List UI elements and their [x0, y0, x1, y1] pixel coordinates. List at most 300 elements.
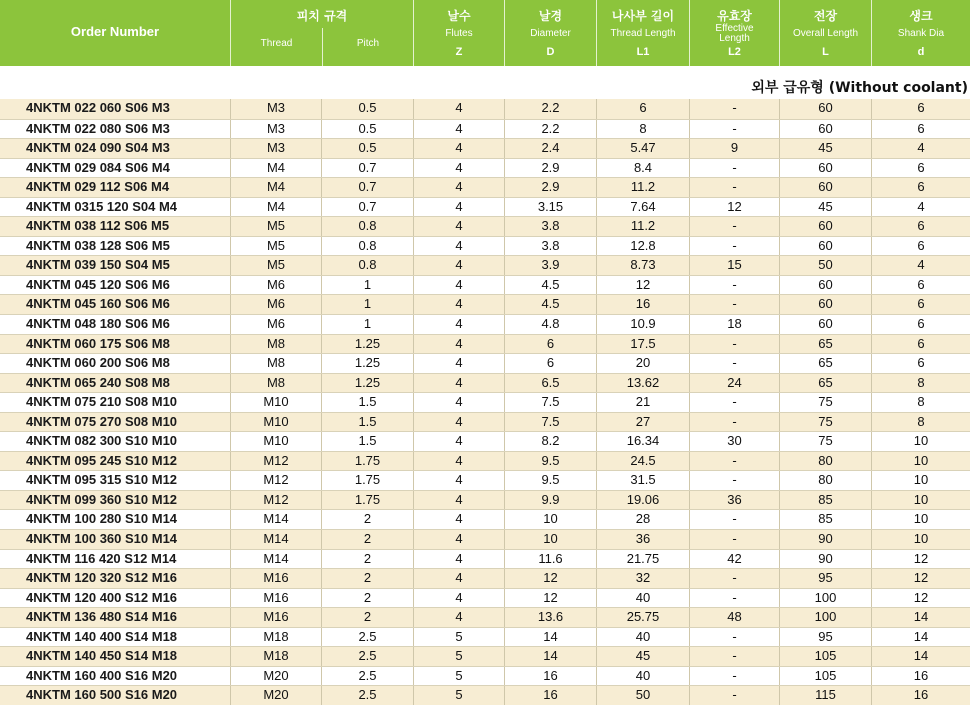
cell-overall-length: 80 — [779, 452, 871, 471]
header-overall-length — [779, 0, 871, 66]
cell-overall-length: 60 — [779, 295, 871, 314]
cell-thread-length: 7.64 — [596, 198, 689, 217]
cell-shank-dia: 10 — [871, 491, 970, 510]
cell-flutes: 4 — [413, 471, 504, 490]
cell-flutes: 4 — [413, 198, 504, 217]
cell-overall-length: 75 — [779, 413, 871, 432]
cell-flutes: 4 — [413, 295, 504, 314]
cell-thread: M5 — [230, 217, 321, 236]
cell-order-number: 4NKTM 075 270 S08 M10 — [26, 413, 178, 429]
cell-diameter: 12 — [504, 569, 596, 588]
cell-thread: M3 — [230, 120, 321, 139]
cell-shank-dia: 10 — [871, 432, 970, 451]
cell-effective-length: - — [689, 510, 779, 529]
cell-effective-length: 24 — [689, 374, 779, 393]
cell-shank-dia: 6 — [871, 120, 970, 139]
header-order-number — [0, 0, 230, 66]
cell-overall-length: 75 — [779, 432, 871, 451]
cell-thread: M4 — [230, 159, 321, 178]
cell-overall-length: 80 — [779, 471, 871, 490]
cell-diameter: 2.2 — [504, 99, 596, 119]
cell-effective-length: 42 — [689, 550, 779, 569]
cell-thread-length: 8.73 — [596, 256, 689, 275]
cell-pitch: 0.8 — [321, 256, 413, 275]
table-row — [0, 451, 970, 471]
cell-overall-length: 45 — [779, 139, 871, 158]
header-effective-length-ko: 유효장 — [717, 9, 752, 23]
cell-effective-length: - — [689, 667, 779, 686]
table-row — [0, 138, 970, 158]
cell-thread-length: 17.5 — [596, 335, 689, 354]
cell-thread: M10 — [230, 393, 321, 412]
cell-overall-length: 105 — [779, 647, 871, 666]
cell-order-number: 4NKTM 160 500 S16 M20 — [26, 687, 178, 703]
cell-thread-length: 40 — [596, 667, 689, 686]
cell-flutes: 5 — [413, 667, 504, 686]
cell-shank-dia: 6 — [871, 315, 970, 334]
cell-effective-length: - — [689, 393, 779, 412]
cell-thread-length: 19.06 — [596, 491, 689, 510]
cell-shank-dia: 12 — [871, 569, 970, 588]
cell-pitch: 0.7 — [321, 159, 413, 178]
cell-pitch: 0.5 — [321, 99, 413, 119]
cell-pitch: 0.8 — [321, 217, 413, 236]
cell-diameter: 9.9 — [504, 491, 596, 510]
cell-thread-length: 6 — [596, 99, 689, 119]
header-overall-length-ko: 전장 — [813, 9, 838, 23]
cell-thread-length: 21 — [596, 393, 689, 412]
cell-order-number: 4NKTM 100 360 S10 M14 — [26, 531, 178, 547]
header-thread-length-en: Thread Length — [610, 28, 676, 39]
cell-order-number: 4NKTM 038 128 S06 M5 — [26, 237, 170, 253]
header-thread: Thread — [260, 38, 293, 49]
cell-diameter: 4.5 — [504, 295, 596, 314]
cell-pitch: 1 — [321, 276, 413, 295]
cell-effective-length: 48 — [689, 608, 779, 627]
cell-diameter: 2.9 — [504, 178, 596, 197]
cell-diameter: 4.8 — [504, 315, 596, 334]
cell-thread: M4 — [230, 198, 321, 217]
cell-pitch: 2.5 — [321, 647, 413, 666]
cell-thread-length: 32 — [596, 569, 689, 588]
header-order-label: Order Number — [70, 24, 160, 39]
header-pitch: Pitch — [356, 38, 380, 49]
cell-thread: M12 — [230, 471, 321, 490]
cell-shank-dia: 6 — [871, 178, 970, 197]
cell-flutes: 4 — [413, 530, 504, 549]
cell-order-number: 4NKTM 120 320 S12 M16 — [26, 570, 178, 586]
cell-flutes: 4 — [413, 569, 504, 588]
cell-order-number: 4NKTM 065 240 S08 M8 — [26, 374, 170, 390]
cell-flutes: 4 — [413, 315, 504, 334]
cell-diameter: 12 — [504, 589, 596, 608]
cell-thread-length: 27 — [596, 413, 689, 432]
header-flutes-symbol: Z — [455, 46, 463, 58]
header-thread-length-ko: 나사부 길이 — [611, 9, 675, 23]
header-diameter-ko: 날경 — [538, 9, 563, 23]
cell-effective-length: - — [689, 276, 779, 295]
header-shank-dia — [871, 0, 970, 66]
cell-order-number: 4NKTM 022 060 S06 M3 — [26, 100, 170, 115]
cell-effective-length: - — [689, 569, 779, 588]
table-row — [0, 588, 970, 608]
cell-flutes: 4 — [413, 99, 504, 119]
table-row — [0, 255, 970, 275]
cell-flutes: 4 — [413, 354, 504, 373]
cell-overall-length: 60 — [779, 178, 871, 197]
cell-shank-dia: 12 — [871, 550, 970, 569]
cell-overall-length: 95 — [779, 569, 871, 588]
cell-thread: M12 — [230, 491, 321, 510]
cell-flutes: 4 — [413, 276, 504, 295]
cell-thread: M8 — [230, 335, 321, 354]
header-pitch-group-label: 피치 규격 — [296, 9, 348, 23]
cell-effective-length: - — [689, 237, 779, 256]
cell-thread: M4 — [230, 178, 321, 197]
cell-diameter: 3.8 — [504, 217, 596, 236]
cell-order-number: 4NKTM 095 315 S10 M12 — [26, 472, 178, 488]
cell-shank-dia: 8 — [871, 413, 970, 432]
table-row — [0, 197, 970, 217]
header-diameter-en: Diameter — [530, 28, 571, 39]
cell-flutes: 4 — [413, 510, 504, 529]
cell-thread: M8 — [230, 374, 321, 393]
product-table — [0, 99, 970, 705]
cell-flutes: 4 — [413, 217, 504, 236]
cell-overall-length: 60 — [779, 120, 871, 139]
cell-thread: M16 — [230, 608, 321, 627]
cell-shank-dia: 6 — [871, 159, 970, 178]
cell-effective-length: - — [689, 589, 779, 608]
cell-thread: M3 — [230, 139, 321, 158]
cell-flutes: 4 — [413, 608, 504, 627]
cell-flutes: 5 — [413, 628, 504, 647]
cell-diameter: 6.5 — [504, 374, 596, 393]
table-row — [0, 529, 970, 549]
cell-diameter: 11.6 — [504, 550, 596, 569]
cell-shank-dia: 6 — [871, 354, 970, 373]
cell-flutes: 4 — [413, 550, 504, 569]
cell-thread: M3 — [230, 99, 321, 119]
cell-overall-length: 60 — [779, 99, 871, 119]
cell-shank-dia: 4 — [871, 256, 970, 275]
cell-overall-length: 85 — [779, 491, 871, 510]
cell-diameter: 7.5 — [504, 393, 596, 412]
cell-shank-dia: 10 — [871, 510, 970, 529]
cell-diameter: 9.5 — [504, 452, 596, 471]
header-flutes-ko: 날수 — [447, 9, 471, 23]
cell-shank-dia: 16 — [871, 686, 970, 705]
cell-flutes: 5 — [413, 647, 504, 666]
table-row — [0, 549, 970, 569]
cell-order-number: 4NKTM 095 245 S10 M12 — [26, 452, 178, 468]
cell-thread: M6 — [230, 276, 321, 295]
cell-shank-dia: 10 — [871, 471, 970, 490]
cell-thread: M8 — [230, 354, 321, 373]
cell-shank-dia: 4 — [871, 139, 970, 158]
cell-overall-length: 85 — [779, 510, 871, 529]
cell-effective-length: - — [689, 354, 779, 373]
cell-effective-length: - — [689, 530, 779, 549]
cell-order-number: 4NKTM 024 090 S04 M3 — [26, 140, 170, 156]
table-row — [0, 99, 970, 119]
cell-diameter: 2.2 — [504, 120, 596, 139]
cell-thread-length: 12.8 — [596, 237, 689, 256]
cell-shank-dia: 10 — [871, 530, 970, 549]
cell-flutes: 5 — [413, 686, 504, 705]
cell-effective-length: - — [689, 178, 779, 197]
cell-thread-length: 40 — [596, 589, 689, 608]
table-row — [0, 158, 970, 178]
cell-pitch: 0.5 — [321, 139, 413, 158]
header-effective-length-symbol: L2 — [728, 46, 741, 58]
cell-diameter: 6 — [504, 335, 596, 354]
header-shank-dia-symbol: d — [917, 46, 925, 58]
table-row — [0, 216, 970, 236]
cell-thread: M5 — [230, 256, 321, 275]
cell-thread-length: 11.2 — [596, 217, 689, 236]
cell-flutes: 4 — [413, 393, 504, 412]
header-overall-length-symbol: L — [822, 46, 829, 58]
cell-shank-dia: 12 — [871, 589, 970, 608]
cell-order-number: 4NKTM 045 120 S06 M6 — [26, 276, 170, 292]
cell-pitch: 2 — [321, 569, 413, 588]
cell-flutes: 4 — [413, 491, 504, 510]
header-diameter-symbol: D — [546, 46, 555, 58]
cell-shank-dia: 6 — [871, 335, 970, 354]
cell-diameter: 16 — [504, 667, 596, 686]
cell-flutes: 4 — [413, 159, 504, 178]
cell-order-number: 4NKTM 045 160 S06 M6 — [26, 296, 170, 312]
cell-diameter: 16 — [504, 686, 596, 705]
cell-order-number: 4NKTM 048 180 S06 M6 — [26, 316, 170, 332]
cell-shank-dia: 6 — [871, 276, 970, 295]
cell-diameter: 2.9 — [504, 159, 596, 178]
cell-pitch: 1.5 — [321, 432, 413, 451]
cell-overall-length: 105 — [779, 667, 871, 686]
cell-pitch: 1.75 — [321, 491, 413, 510]
cell-thread: M20 — [230, 667, 321, 686]
cell-flutes: 4 — [413, 452, 504, 471]
cell-thread-length: 10.9 — [596, 315, 689, 334]
cell-diameter: 2.4 — [504, 139, 596, 158]
cell-shank-dia: 14 — [871, 608, 970, 627]
cell-thread: M5 — [230, 237, 321, 256]
table-row — [0, 177, 970, 197]
cell-effective-length: - — [689, 295, 779, 314]
cell-thread-length: 13.62 — [596, 374, 689, 393]
cell-flutes: 4 — [413, 178, 504, 197]
cell-order-number: 4NKTM 060 200 S06 M8 — [26, 355, 170, 371]
cell-effective-length: - — [689, 686, 779, 705]
cell-diameter: 9.5 — [504, 471, 596, 490]
cell-thread-length: 8 — [596, 120, 689, 139]
cell-order-number: 4NKTM 029 112 S06 M4 — [26, 179, 170, 195]
cell-thread-length: 8.4 — [596, 159, 689, 178]
cell-pitch: 2.5 — [321, 686, 413, 705]
cell-pitch: 2.5 — [321, 628, 413, 647]
cell-thread-length: 45 — [596, 647, 689, 666]
table-row — [0, 568, 970, 588]
cell-thread-length: 50 — [596, 686, 689, 705]
cell-effective-length: - — [689, 413, 779, 432]
cell-thread-length: 31.5 — [596, 471, 689, 490]
cell-effective-length: 36 — [689, 491, 779, 510]
cell-effective-length: - — [689, 159, 779, 178]
cell-order-number: 4NKTM 022 080 S06 M3 — [26, 120, 170, 136]
table-row — [0, 314, 970, 334]
cell-thread: M16 — [230, 589, 321, 608]
cell-diameter: 8.2 — [504, 432, 596, 451]
cell-pitch: 2 — [321, 589, 413, 608]
table-row — [0, 627, 970, 647]
cell-pitch: 2 — [321, 608, 413, 627]
cell-shank-dia: 6 — [871, 99, 970, 119]
cell-order-number: 4NKTM 0315 120 S04 M4 — [26, 198, 178, 214]
cell-thread-length: 11.2 — [596, 178, 689, 197]
cell-thread-length: 24.5 — [596, 452, 689, 471]
header-diameter — [504, 0, 596, 66]
cell-diameter: 7.5 — [504, 413, 596, 432]
cell-effective-length: - — [689, 99, 779, 119]
cell-effective-length: 18 — [689, 315, 779, 334]
cell-flutes: 4 — [413, 335, 504, 354]
cell-thread: M20 — [230, 686, 321, 705]
cell-effective-length: 9 — [689, 139, 779, 158]
cell-flutes: 4 — [413, 374, 504, 393]
cell-order-number: 4NKTM 099 360 S10 M12 — [26, 491, 178, 507]
cell-order-number: 4NKTM 060 175 S06 M8 — [26, 335, 170, 351]
table-row — [0, 470, 970, 490]
cell-shank-dia: 6 — [871, 237, 970, 256]
cell-overall-length: 65 — [779, 374, 871, 393]
cell-diameter: 6 — [504, 354, 596, 373]
cell-thread-length: 25.75 — [596, 608, 689, 627]
cell-thread-length: 21.75 — [596, 550, 689, 569]
cell-pitch: 2 — [321, 510, 413, 529]
cell-pitch: 1.25 — [321, 335, 413, 354]
cell-effective-length: - — [689, 335, 779, 354]
header-flutes-en: Flutes — [445, 28, 473, 39]
table-row — [0, 685, 970, 705]
cell-overall-length: 115 — [779, 686, 871, 705]
cell-order-number: 4NKTM 120 400 S12 M16 — [26, 589, 178, 605]
table-row — [0, 353, 970, 373]
cell-pitch: 1.75 — [321, 452, 413, 471]
cell-thread: M10 — [230, 432, 321, 451]
cell-diameter: 3.15 — [504, 198, 596, 217]
cell-shank-dia: 4 — [871, 198, 970, 217]
cell-thread-length: 5.47 — [596, 139, 689, 158]
table-row — [0, 236, 970, 256]
cell-pitch: 1.5 — [321, 393, 413, 412]
cell-overall-length: 60 — [779, 237, 871, 256]
cell-overall-length: 50 — [779, 256, 871, 275]
cell-diameter: 3.9 — [504, 256, 596, 275]
cell-thread-length: 36 — [596, 530, 689, 549]
cell-shank-dia: 6 — [871, 217, 970, 236]
cell-pitch: 0.7 — [321, 198, 413, 217]
cell-order-number: 4NKTM 075 210 S08 M10 — [26, 394, 178, 410]
cell-overall-length: 60 — [779, 217, 871, 236]
cell-pitch: 1 — [321, 315, 413, 334]
cell-overall-length: 90 — [779, 530, 871, 549]
cell-effective-length: 30 — [689, 432, 779, 451]
cell-diameter: 10 — [504, 510, 596, 529]
cell-pitch: 2 — [321, 550, 413, 569]
cell-overall-length: 60 — [779, 276, 871, 295]
cell-pitch: 1.75 — [321, 471, 413, 490]
table-row — [0, 646, 970, 666]
header-effective-length — [689, 0, 779, 66]
cell-pitch: 1 — [321, 295, 413, 314]
table-row — [0, 490, 970, 510]
cell-overall-length: 100 — [779, 608, 871, 627]
cell-pitch: 1.25 — [321, 374, 413, 393]
cell-diameter: 13.6 — [504, 608, 596, 627]
cell-thread: M14 — [230, 530, 321, 549]
table-row — [0, 275, 970, 295]
header-thread-length-symbol: L1 — [636, 46, 650, 58]
cell-overall-length: 60 — [779, 315, 871, 334]
cell-shank-dia: 14 — [871, 647, 970, 666]
cell-shank-dia: 10 — [871, 452, 970, 471]
cell-shank-dia: 14 — [871, 628, 970, 647]
table-row — [0, 509, 970, 529]
table-row — [0, 294, 970, 314]
header-pitch-group — [230, 0, 413, 66]
cell-effective-length: - — [689, 628, 779, 647]
cell-thread: M16 — [230, 569, 321, 588]
cell-diameter: 10 — [504, 530, 596, 549]
cell-thread-length: 28 — [596, 510, 689, 529]
cell-thread: M6 — [230, 295, 321, 314]
cell-thread-length: 16 — [596, 295, 689, 314]
cell-thread-length: 16.34 — [596, 432, 689, 451]
cell-flutes: 4 — [413, 413, 504, 432]
cell-effective-length: - — [689, 471, 779, 490]
cell-thread: M12 — [230, 452, 321, 471]
cell-flutes: 4 — [413, 120, 504, 139]
cell-order-number: 4NKTM 100 280 S10 M14 — [26, 511, 178, 527]
header-shank-dia-ko: 생크 — [909, 9, 933, 23]
cell-thread-length: 20 — [596, 354, 689, 373]
cell-order-number: 4NKTM 160 400 S16 M20 — [26, 667, 178, 683]
cell-pitch: 2 — [321, 530, 413, 549]
header-effective-length-en — [690, 24, 779, 44]
cell-thread: M10 — [230, 413, 321, 432]
cell-pitch: 1.5 — [321, 413, 413, 432]
cell-diameter: 14 — [504, 647, 596, 666]
cell-thread-length: 40 — [596, 628, 689, 647]
cell-flutes: 4 — [413, 589, 504, 608]
cell-thread: M14 — [230, 550, 321, 569]
cell-shank-dia: 6 — [871, 295, 970, 314]
cell-order-number: 4NKTM 082 300 S10 M10 — [26, 433, 178, 449]
cell-shank-dia: 8 — [871, 374, 970, 393]
cell-order-number: 4NKTM 038 112 S06 M5 — [26, 218, 170, 234]
table-row — [0, 119, 970, 139]
header-length-label: Length — [719, 33, 750, 44]
cell-effective-length: - — [689, 452, 779, 471]
table-row — [0, 607, 970, 627]
cell-order-number: 4NKTM 136 480 S14 M16 — [26, 609, 178, 625]
cell-flutes: 4 — [413, 432, 504, 451]
table-row — [0, 392, 970, 412]
cell-overall-length: 95 — [779, 628, 871, 647]
table-row — [0, 373, 970, 393]
cell-pitch: 2.5 — [321, 667, 413, 686]
